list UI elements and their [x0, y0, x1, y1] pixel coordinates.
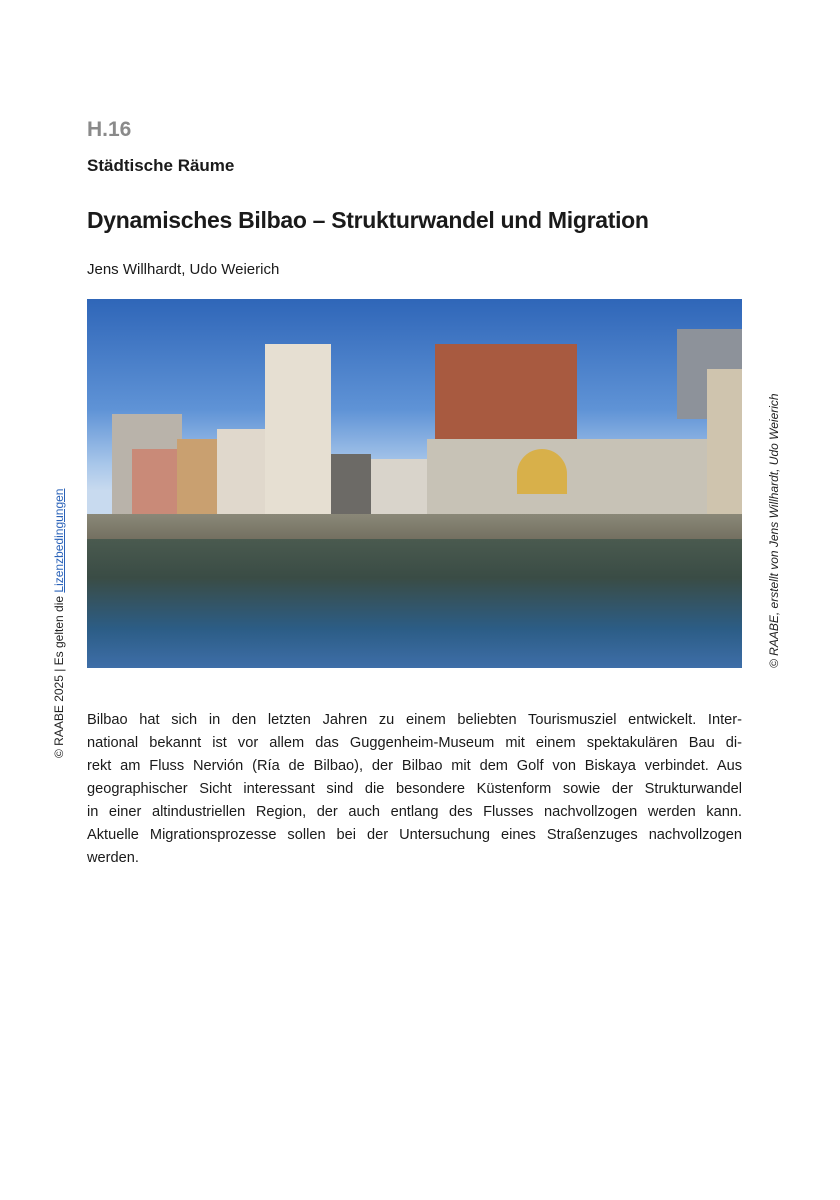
- body-line: Aktuelle Migrationsprozesse sollen bei der Untersuchung eines Straßenzuges nachvollzogen: [87, 827, 742, 843]
- body-line: in einer altindustriellen Region, der auch entlang des Flusses nachvollzogen werden kann.: [87, 804, 742, 820]
- body-line: werden.: [87, 850, 139, 866]
- bilbao-riverfront-photo: [87, 299, 742, 668]
- body-line: geographischer Sicht interessant sind die besondere Küstenform sowie der Strukturwandel: [87, 781, 742, 797]
- river-reflection: [87, 539, 742, 668]
- photo-credit: © RAABE, erstellt von Jens Willhardt, Udo Weierich: [767, 393, 781, 668]
- body-line: Bilbao hat sich in den letzten Jahren zu einem beliebten Tourismusziel entwickelt. Inter-: [87, 712, 742, 728]
- unit-code: H.16: [87, 118, 132, 141]
- intro-paragraph: [87, 709, 742, 870]
- license-notice: [52, 489, 66, 758]
- body-line: national bekannt ist vor allem das Guggenheim-Museum mit einem spektakulären Bau di-: [87, 735, 742, 751]
- copyright-text: © RAABE 2025 | Es gelten die: [52, 592, 66, 758]
- body-line: rekt am Fluss Nervión (Ría de Bilbao), der Bilbao mit dem Golf von Biskaya verbindet. Aus: [87, 758, 742, 774]
- license-link[interactable]: Lizenzbedingungen: [52, 488, 66, 593]
- section-heading: Städtische Räume: [87, 156, 235, 175]
- page-title: Dynamisches Bilbao – Strukturwandel und Migration: [87, 207, 649, 233]
- authors: Jens Willhardt, Udo Weierich: [87, 261, 280, 278]
